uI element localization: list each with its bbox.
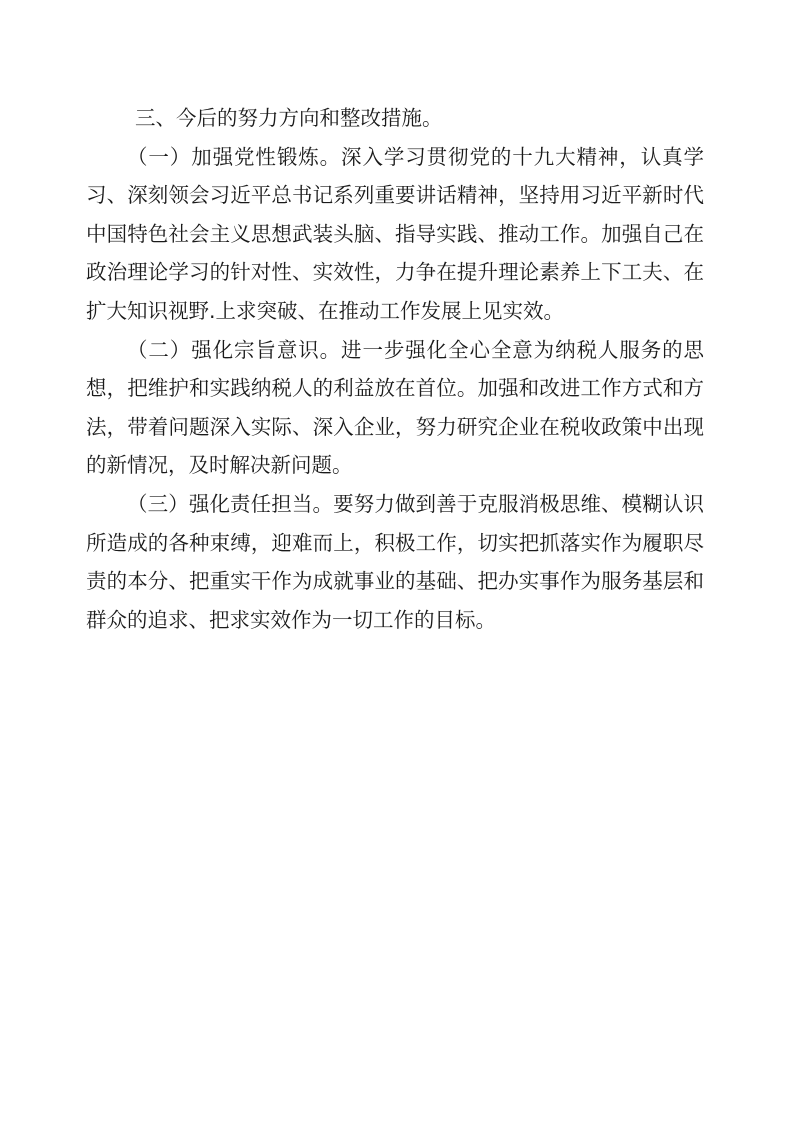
paragraph-responsibility: （三）强化责任担当。要努力做到善于克服消极思维、模糊认识所造成的各种束缚，迎难而上，积极工作，切实把抓落实作为履职尽责的本分、把重实干作为成就事业的基础、把办实事作为服务基层和群众的追求、把求实效作为一切工作的目标。 — [86, 491, 704, 632]
document-body — [86, 99, 704, 639]
paragraph-purpose-awareness: （二）强化宗旨意识。进一步强化全心全意为纳税人服务的思想，把维护和实践纳税人的利益放在首位。加强和改进工作方式和方法，带着问题深入实际、深入企业，努力研究企业在税收政策中出现的新情况，及时解决新问题。 — [86, 337, 704, 478]
paragraph-party-spirit: （一）加强党性锻炼。深入学习贯彻党的十九大精神，认真学习、深刻领会习近平总书记系列重要讲话精神，坚持用习近平新时代中国特色社会主义思想武装头脑、指导实践、推动工作。加强自己在政治理论学习的针对性、实效性，力争在提升理论素养上下工夫、在扩大知识视野.上求突破、在推动工作发展上见实效。 — [86, 144, 704, 323]
section-heading: 三、今后的努力方向和整改措施。 — [135, 106, 443, 130]
